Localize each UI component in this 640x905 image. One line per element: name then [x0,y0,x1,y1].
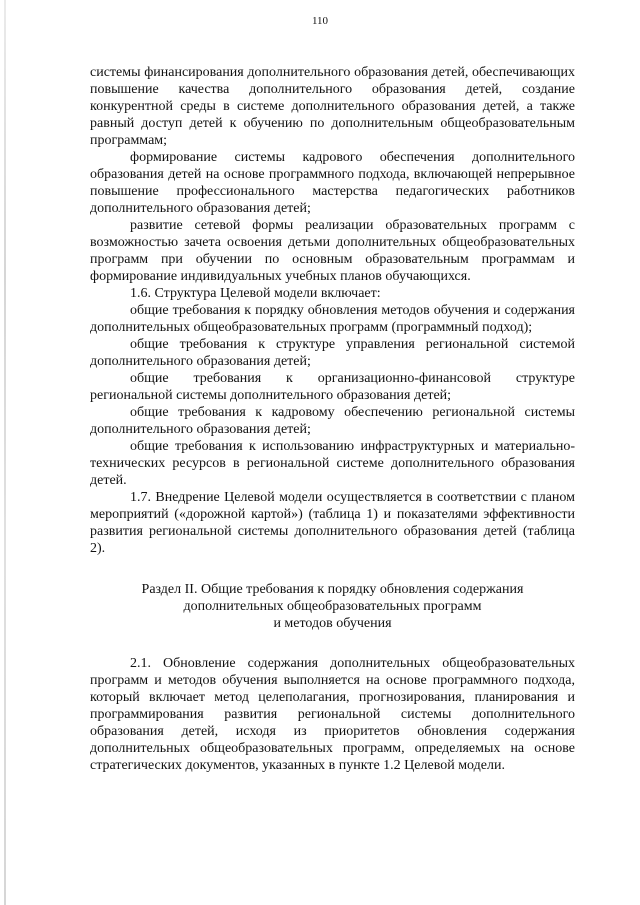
section-heading-line-1: Раздел II. Общие требования к порядку обновления содержания [141,582,524,597]
paragraphs-after-heading [90,655,575,774]
section-heading-line-2: дополнительных общеобразовательных программ [183,599,482,614]
paragraph: 1.6. Структура Целевой модели включает: [130,286,381,301]
paragraphs-before-heading [90,64,575,557]
document-body [90,64,575,774]
page-number: 110 [311,15,329,27]
paragraph: общие требования к структуре управления региональной системой дополнительного образования детей; [90,337,575,369]
paragraph: развитие сетевой формы реализации образовательных программ с возможностью зачета освоения детьми дополнительных общеобразовательных программ при обучении по основным образовательным программам и формирование индивидуальных учебных планов обучающихся. [90,218,575,284]
paragraph: общие требования к организационно-финансовой структуре региональной системы дополнительного образования детей; [90,371,575,403]
paragraph: общие требования к порядку обновления методов обучения и содержания дополнительных общеобразовательных программ (программный подход); [90,303,575,335]
paragraph: формирование системы кадрового обеспечения дополнительного образования детей на основе программного подхода, включающей непрерывное повышение профессионального мастерства педагогических работников дополнительного образования детей; [90,150,575,216]
paragraph: общие требования к использованию инфраструктурных и материально-технических ресурсов в региональной системе дополнительного образования детей. [90,439,575,488]
section-heading [90,581,575,632]
scan-edge-shadow [4,0,6,905]
paragraph: 2.1. Обновление содержания дополнительных общеобразовательных программ и методов обучения выполняется на основе программного подхода, который включает метод целеполагания, прогнозирования, планирования и программирования развития региональной системы дополнительного образования детей, исходя из приоритетов обновления содержания дополнительных общеобразовательных программ, определяемых на основе стратегических документов, указанных в пункте 1.2 Целевой модели. [90,656,575,773]
paragraph: общие требования к кадровому обеспечению региональной системы дополнительного образования детей; [90,405,575,437]
section-heading-line-3: и методов обучения [273,616,392,631]
paragraph: 1.7. Внедрение Целевой модели осуществляется в соответствии с планом мероприятий («дорожной картой») (таблица 1) и показателями эффективности развития региональной системы дополнительного образования детей (таблица 2). [90,490,575,556]
paragraph: системы финансирования дополнительного образования детей, обеспечивающих повышение качества дополнительного образования детей, создание конкурентной среды в системе дополнительного образования детей, а также равный доступ детей к обучению по дополнительным общеобразовательным программам; [90,65,575,148]
